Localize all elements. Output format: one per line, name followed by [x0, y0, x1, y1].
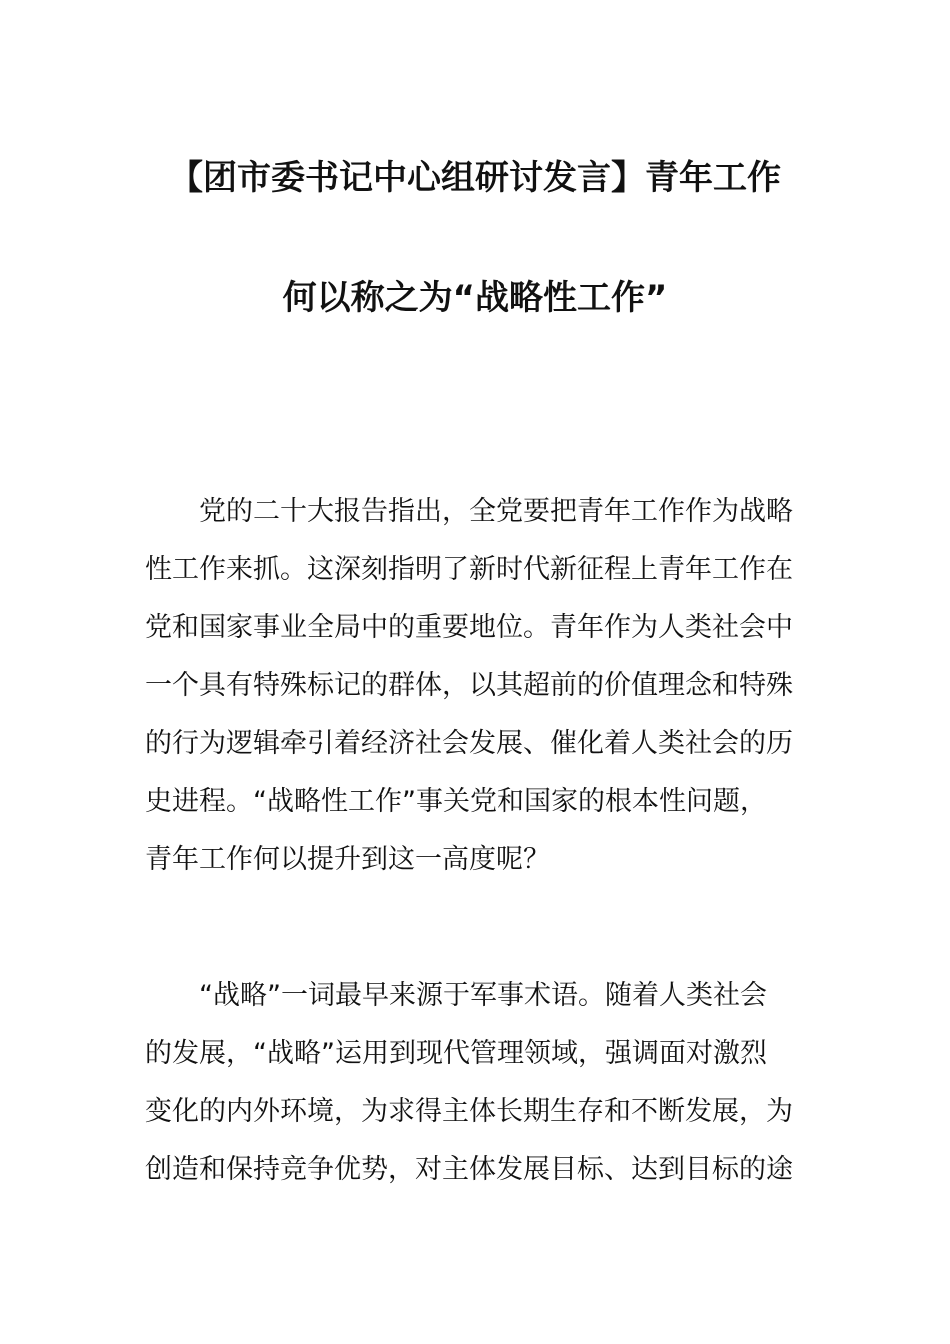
paragraph-line: 性工作来抓。这深刻指明了新时代新征程上青年工作在: [145, 554, 793, 585]
paragraph-2: [145, 967, 807, 1199]
paragraph-line: “战略”一词最早来源于军事术语。随着人类社会: [199, 980, 767, 1011]
paragraph-line: 党和国家事业全局中的重要地位。青年作为人类社会中: [145, 612, 793, 643]
paragraph-line: 史进程。“战略性工作”事关党和国家的根本性问题，: [145, 786, 767, 817]
paragraph-line: 变化的内外环境，为求得主体长期生存和不断发展，为: [145, 1096, 793, 1127]
paragraph-1: [145, 483, 807, 889]
paragraph-line: 党的二十大报告指出，全党要把青年工作作为战略: [199, 496, 793, 527]
document-title-line-2: 何以称之为“战略性工作”: [282, 278, 668, 318]
paragraph-line: 创造和保持竞争优势，对主体发展目标、达到目标的途: [145, 1154, 793, 1185]
document-title-line-1: 【团市委书记中心组研讨发言】青年工作: [169, 158, 781, 198]
paragraph-line: 青年工作何以提升到这一高度呢？: [145, 844, 550, 875]
paragraph-line: 的发展，“战略”运用到现代管理领域，强调面对激烈: [145, 1038, 767, 1069]
paragraph-line: 的行为逻辑牵引着经济社会发展、催化着人类社会的历: [145, 728, 793, 759]
paragraph-line: 一个具有特殊标记的群体，以其超前的价值理念和特殊: [145, 670, 793, 701]
